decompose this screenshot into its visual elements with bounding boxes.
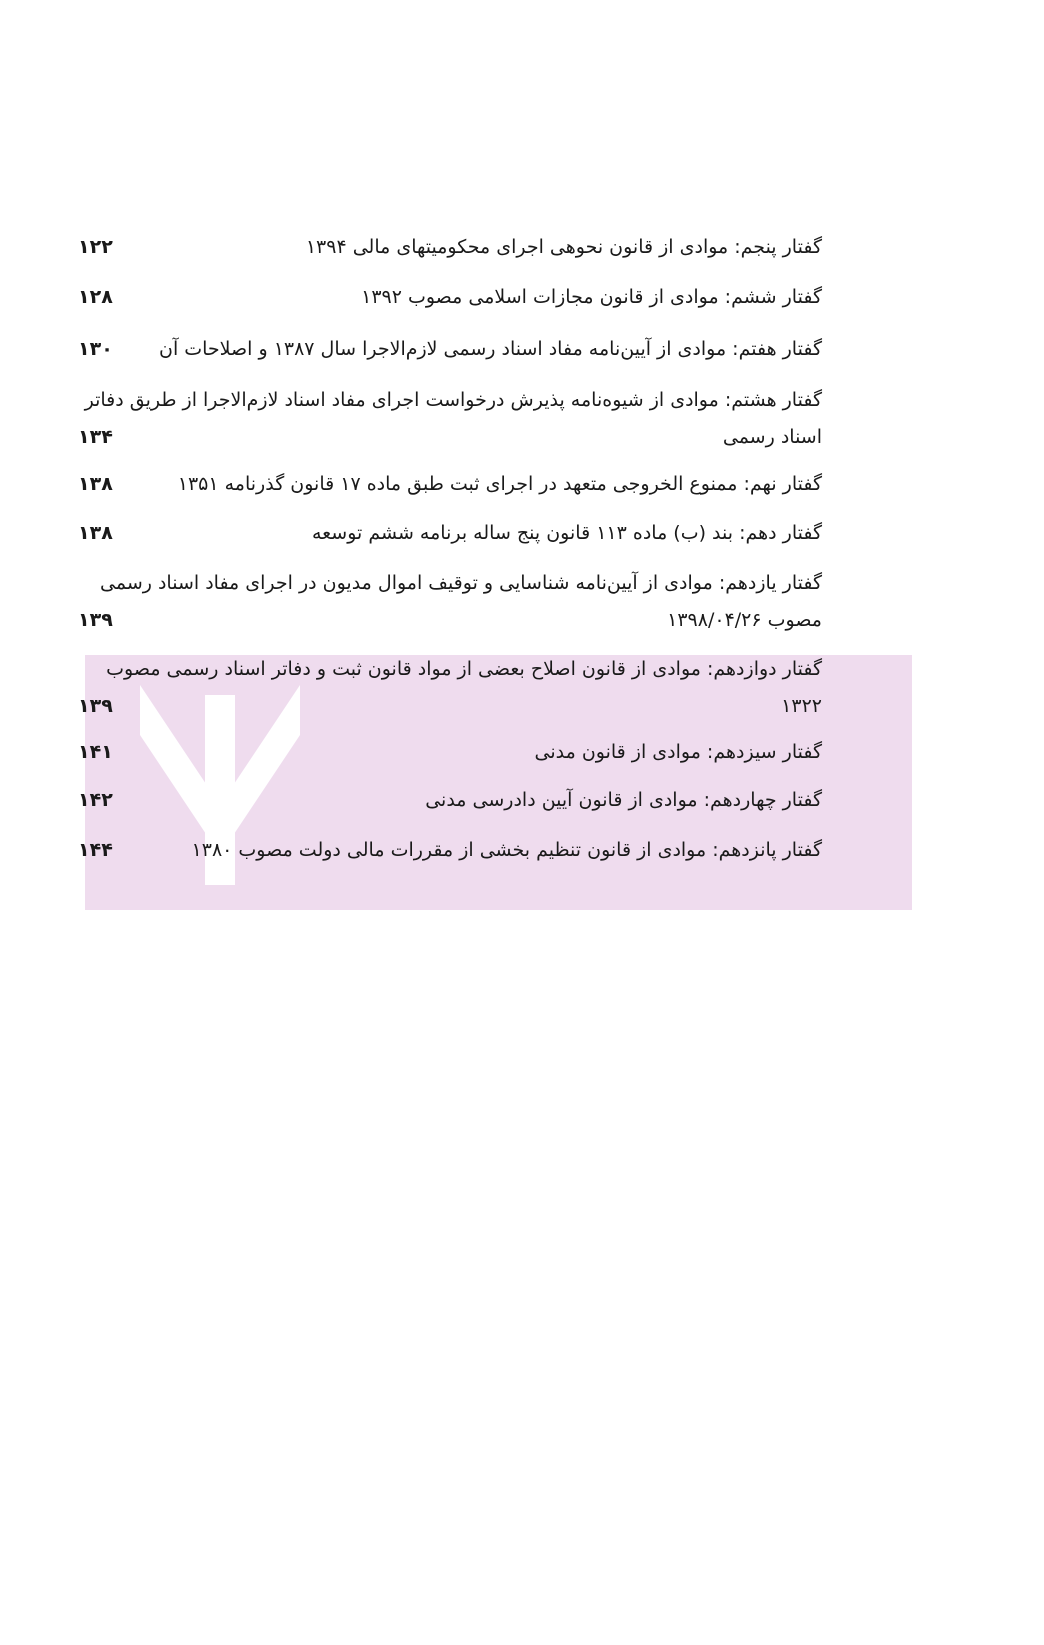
toc-entry-title: گفتار دهم: بند (ب) ماده ۱۱۳ قانون پنج ساله برنامه ششم توسعه [311,522,822,544]
toc-entry[interactable] [78,382,822,456]
toc-entry[interactable] [78,229,822,266]
toc-entry-page: ۱۲۸ [78,286,113,308]
toc-entry-page: ۱۴۲ [78,789,113,811]
toc-entry-title: گفتار دوازدهم: موادی از قانون اصلاح بعضی از مواد قانون ثبت و دفاتر اسناد رسمی مصوب ۱۳۲۲ [106,658,822,717]
toc-entry[interactable] [78,565,822,639]
toc-entry-title: گفتار نهم: ممنوع الخروجی متعهد در اجرای ثبت طبق ماده ۱۷ قانون گذرنامه ۱۳۵۱ [177,473,822,495]
toc-entry[interactable] [78,734,822,771]
toc-entry-page: ۱۳۴ [78,426,113,448]
toc-entry-page: ۱۴۱ [78,741,113,763]
toc-entry-page: ۱۳۹ [78,695,113,717]
toc-entry-title: گفتار یازدهم: موادی از آیین‌نامه شناسایی و توقیف اموال مدیون در اجرای مفاد اسناد رسمی مصوب ۱۳۹۸/۰۴/۲۶ [100,572,822,631]
toc-entry-title: گفتار هشتم: موادی از شیوه‌نامه پذیرش درخواست اجرای مفاد اسناد لازم‌الاجرا از طریق دفاتر اسناد رسمی [84,389,822,448]
toc-entry-page: ۱۳۸ [78,522,113,544]
toc-entry[interactable] [78,651,822,725]
toc-entry-title: گفتار پانزدهم: موادی از قانون تنظیم بخشی از مقررات مالی دولت مصوب ۱۳۸۰ [191,839,822,861]
toc-entry-title: گفتار چهاردهم: موادی از قانون آیین دادرسی مدنی [425,789,822,811]
toc-entry-page: ۱۳۰ [78,338,113,360]
toc-entry-page: ۱۲۲ [78,236,113,258]
toc-entry[interactable] [78,782,822,819]
toc-entry[interactable] [78,279,822,316]
toc-entry-title: گفتار پنجم: موادی از قانون نحوهی اجرای محکومیتهای مالی ۱۳۹۴ [305,236,822,258]
toc-entry-page: ۱۳۹ [78,609,113,631]
toc-entry-page: ۱۴۴ [78,839,113,861]
toc-entry[interactable] [78,331,822,368]
toc-entry-title: گفتار سیزدهم: موادی از قانون مدنی [534,741,822,763]
toc-entry[interactable] [78,466,822,503]
toc-entry-title: گفتار ششم: موادی از قانون مجازات اسلامی مصوب ۱۳۹۲ [361,286,822,308]
toc-entry[interactable] [78,515,822,552]
toc-entry[interactable] [78,832,822,869]
toc-entry-page: ۱۳۸ [78,473,113,495]
toc-entry-title: گفتار هفتم: موادی از آیین‌نامه مفاد اسناد رسمی لازم‌الاجرا سال ۱۳۸۷ و اصلاحات آن [158,338,822,360]
